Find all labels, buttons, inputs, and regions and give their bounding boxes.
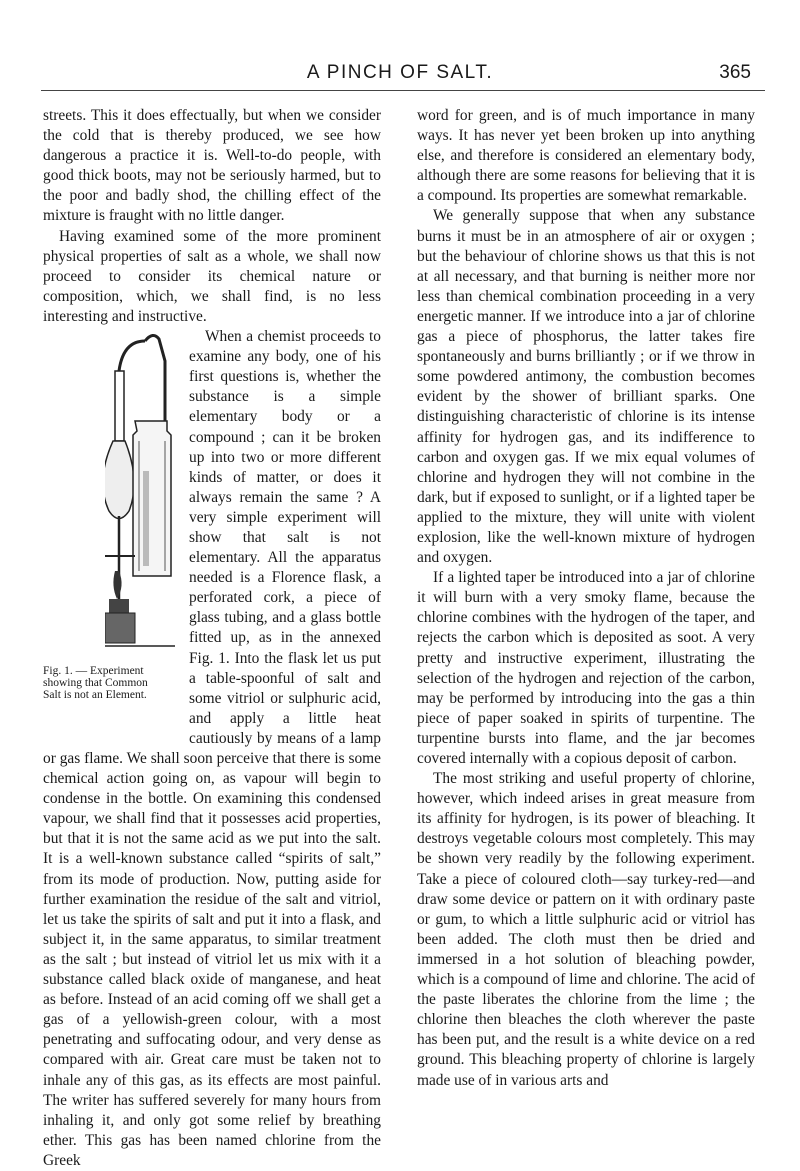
paragraph: We generally suppose that when any substance burns it must be in an atmosphere of air or oxygen ; but the behaviour of chlorine shows us that this is not at all necessary, and that burning is neither more nor less than chemical combination proceeding in a very energetic manner. If we introduce into a jar of chlorine gas a piece of phosphorus, the latter takes fire spontaneously and burns brilliantly ; or if we throw in some powdered antimony, the combustion becomes evident by the shower of brilliant sparks. One distinguishing characteristic of chlorine is its intense affinity for hydrogen gas, and its indifference to carbon and oxygen gas. If we mix equal volumes of chlorine and hydrogen they will not combine in the dark, but if exposed to sunlight, or if a lighted taper be applied to the mixture, they will unite with violent explosion, like the well-known mixture of hydrogen and oxygen. [417, 207, 755, 567]
figure-caption [43, 665, 179, 701]
header-rule [41, 90, 765, 91]
left-column [43, 106, 381, 1171]
paragraph: When a chemist proceeds to examine any body, one of his first questions is, whether the substance is a simple elementary body or a compound ; can it be broken up into two or more different kinds of matter, or does it always remain the same ? A very simple experiment will show that salt is not elementary. All the apparatus needed is a Florence flask, a perforated cork, a piece of glass tubing, and a glass bottle fitted up, as in the annexed Fig. 1. Into the flask let us put a table-spoonful of salt and some vitriol or sulphuric acid, and apply a little heat cautiously by means of a lamp or gas flame. We shall soon perceive that there is some chemical action going on, as vapour will begin to condense in the bottle. On examining this condensed vapour, we shall find that it possesses acid properties, but that it is not the same acid as we put into the salt. It is a well-known substance called “spirits of salt,” from its mode of production. Now, putting aside for further examination the residue of the salt and vitriol, let us take the spirits of salt and put it into a flask, and subject it, in the same apparatus, to similar treatment as the salt ; but instead of vitriol let us mix with it a substance called black oxide of manganese, and heat as before. Instead of an acid coming off we shall get a gas of a yellowish-green colour, with a most penetrating and suffocating odour, and very dense as compared with air. Great care must be taken not to inhale any of this gas, as its effects are most painful. The writer has suffered severely for many hours from inhaling it, and only got some relief by breathing ether. This gas has been named chlorine from the Greek [43, 328, 381, 1169]
page-number: 365 [719, 62, 751, 83]
paragraph: If a lighted taper be introduced into a jar of chlorine it will burn with a very smoky flame, because the chlorine combines with the hydrogen of the taper, and rejects the carbon which is deposited as soot. A very pretty and instructive experiment, illustrating the selection of the hydrogen and rejection of the carbon, may be performed by introducing into the gas a thin piece of paper soaked in spirits of turpentine. The turpentine bursts into flame, and the jar becomes covered internally with a copious deposit of carbon. [417, 569, 755, 767]
florence-flask-apparatus-illustration [105, 331, 175, 661]
right-column [417, 106, 755, 1091]
caption-line: showing that Common [43, 677, 148, 690]
paragraph: word for green, and is of much importance in many ways. It has never yet been broken up into anything else, and therefore is considered an elementary body, although there are some reasons for believing that it is a compound. Its properties are somewhat remarkable. [417, 107, 755, 205]
caption-line: Fig. 1. — Experiment [43, 665, 144, 678]
caption-line: Salt is not an Element. [43, 689, 147, 702]
figure-1 [43, 331, 179, 733]
paragraph: streets. This it does effectually, but when we consider the cold that is thereby produced, we see how dangerous a practice it is. Well-to-do people, with good thick boots, may not be seriously harmed, but to the poor and badly shod, the chilling effect of the mixture is fraught with no little danger. [43, 107, 381, 225]
running-head [0, 62, 800, 90]
paragraph: The most striking and useful property of chlorine, however, which indeed arises in great measure from its affinity for hydrogen, is its power of bleaching. It destroys vegetable colours most completely. This may be shown very readily by the following experiment. Take a piece of coloured cloth—say turkey-red—and draw some device or pattern on it with ordinary paste or gum, to which a little sulphuric acid or vitriol has been added. The cloth must then be dried and immersed in a hot solution of bleaching powder, which is a compound of lime and chlorine. The acid of the paste liberates the chlorine from the lime ; the chlorine then bleaches the cloth wherever the paste has been put, and the result is a white device on a red ground. This bleaching property of chlorine is largely made use of in various arts and [417, 770, 755, 1089]
running-title: A PINCH OF SALT. [306, 62, 494, 83]
paragraph: Having examined some of the more prominent physical properties of salt as a whole, we shall now proceed to consider its chemical nature or composition, which, we shall find, is no less interesting and instructive. [43, 227, 381, 325]
